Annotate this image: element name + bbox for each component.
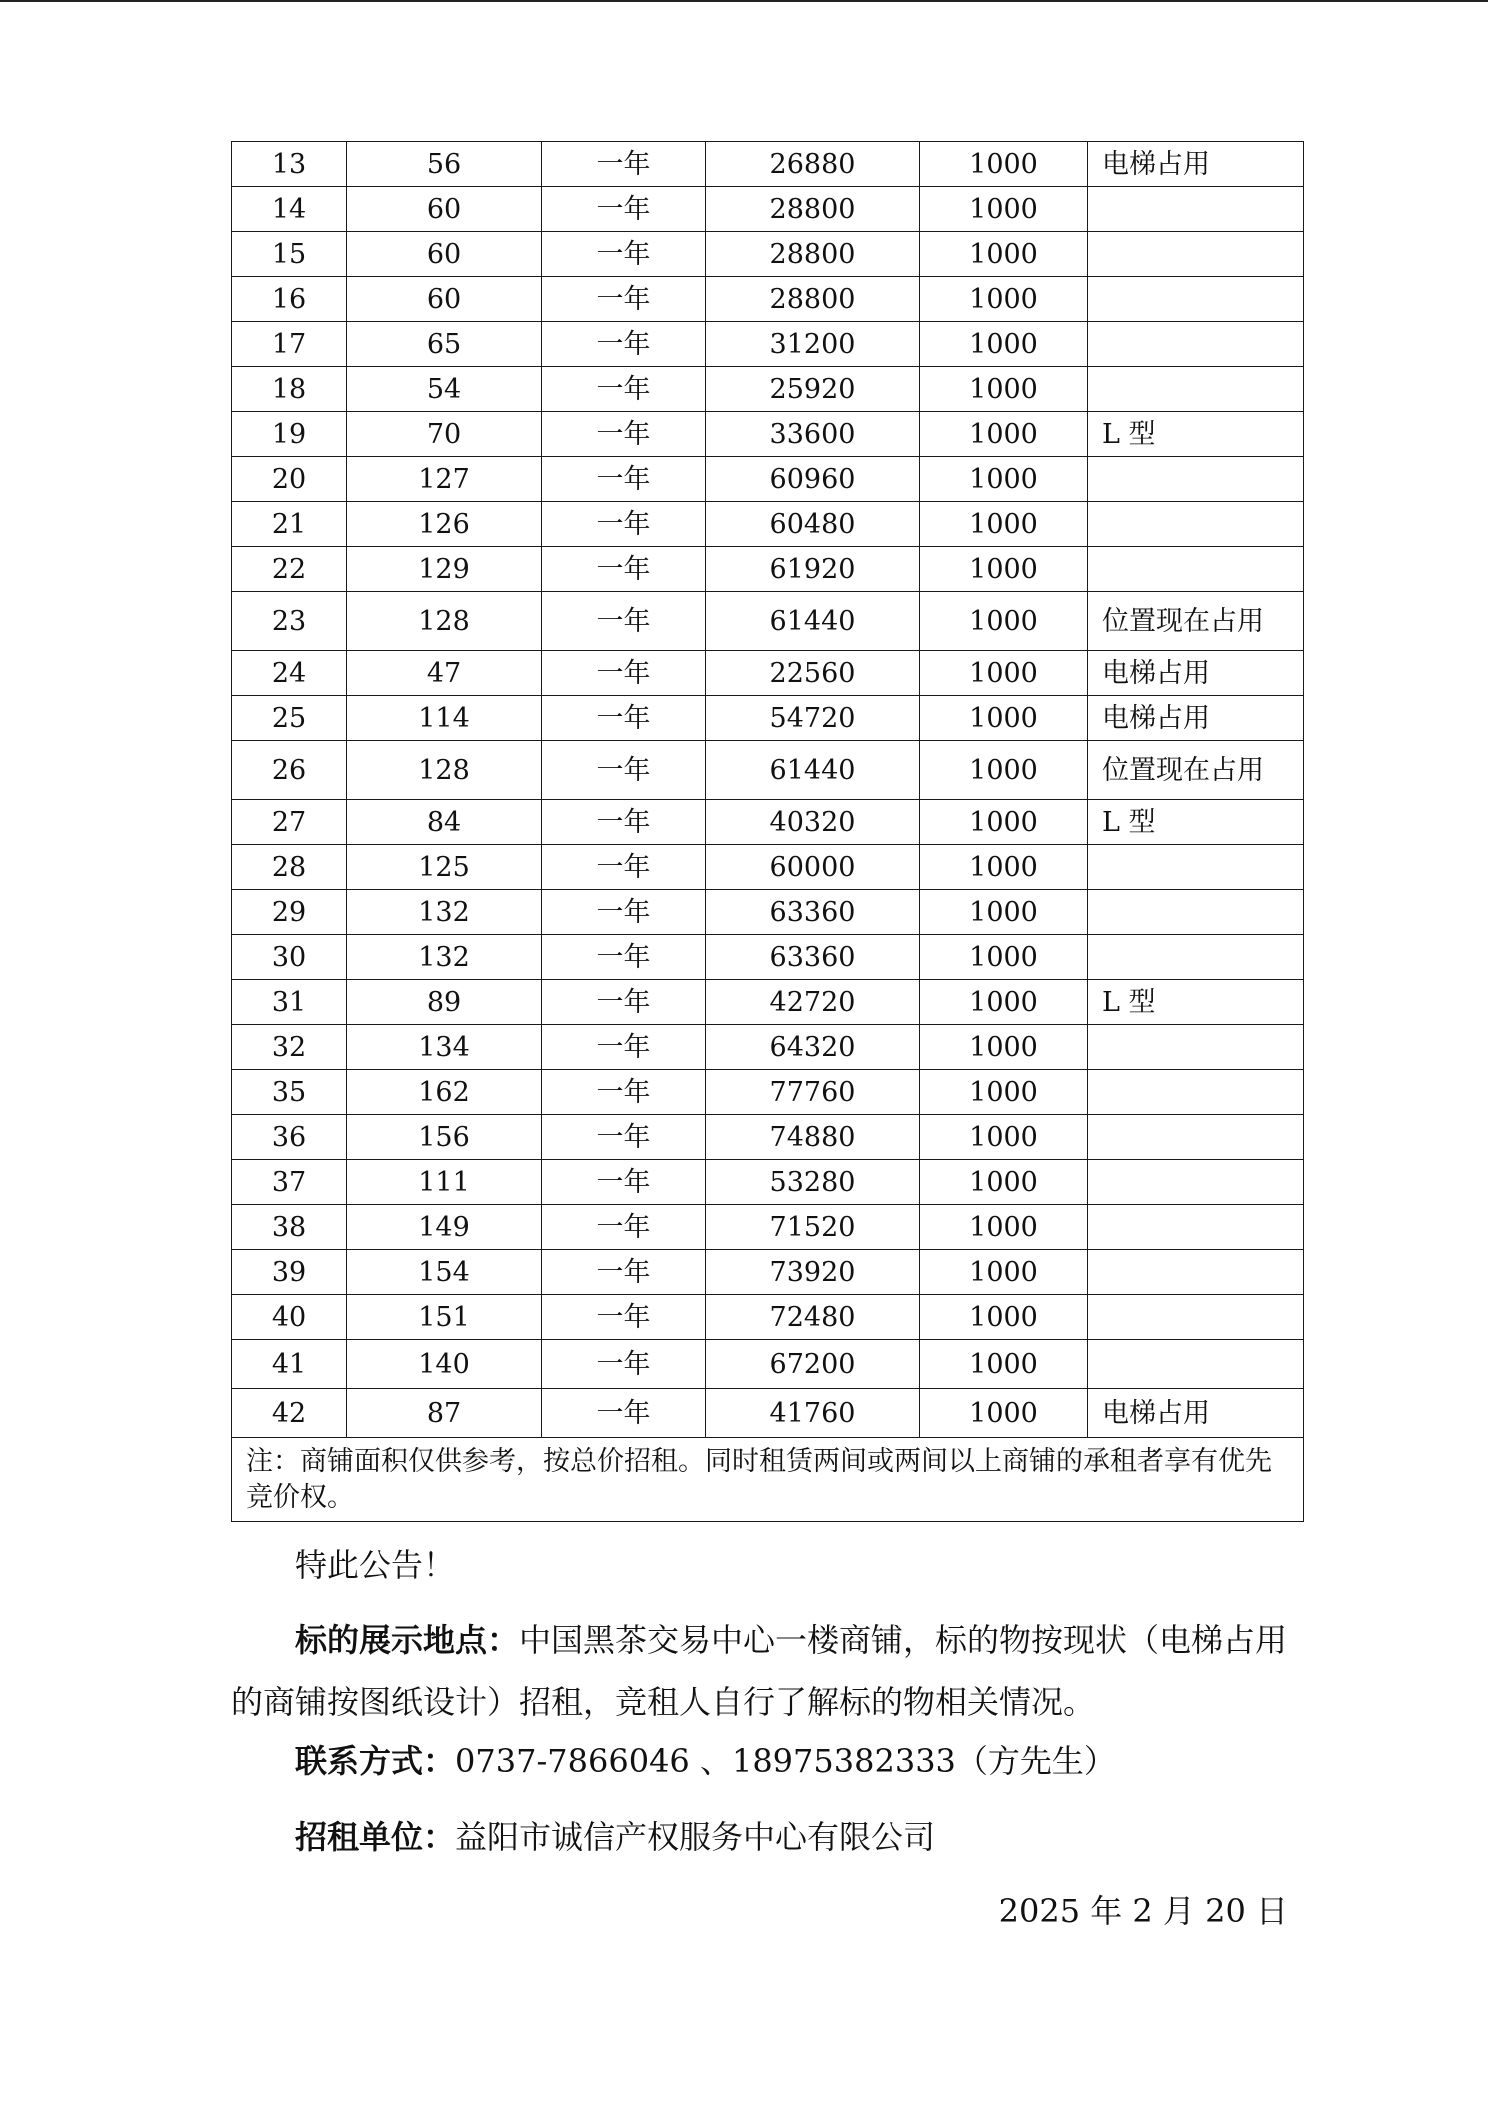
bid-deposit: 1000: [920, 1389, 1088, 1438]
remark: L 型: [1088, 800, 1304, 845]
contact-text: 0737-7866046 、18975382333（方先生）: [455, 1742, 1116, 1780]
lease-term: 一年: [542, 741, 706, 800]
remark: [1088, 1115, 1304, 1160]
lease-term: 一年: [542, 980, 706, 1025]
lease-term: 一年: [542, 502, 706, 547]
shop-area: 132: [347, 890, 542, 935]
shop-area: 162: [347, 1070, 542, 1115]
table-row: [232, 322, 1304, 367]
bid-deposit: 1000: [920, 412, 1088, 457]
table-row: [232, 800, 1304, 845]
shop-area: 60: [347, 187, 542, 232]
remark: [1088, 277, 1304, 322]
lease-term: 一年: [542, 800, 706, 845]
bid-deposit: 1000: [920, 187, 1088, 232]
remark: 电梯占用: [1088, 651, 1304, 696]
bid-deposit: 1000: [920, 142, 1088, 187]
shop-number: 19: [232, 412, 347, 457]
table-row: [232, 232, 1304, 277]
shop-area: 111: [347, 1160, 542, 1205]
reserve-price: 40320: [706, 800, 920, 845]
remark: [1088, 1160, 1304, 1205]
shop-area: 125: [347, 845, 542, 890]
table-row: [232, 1205, 1304, 1250]
remark: [1088, 845, 1304, 890]
shop-number: 22: [232, 547, 347, 592]
reserve-price: 41760: [706, 1389, 920, 1438]
lease-term: 一年: [542, 1025, 706, 1070]
lease-term: 一年: [542, 277, 706, 322]
reserve-price: 28800: [706, 187, 920, 232]
remark: [1088, 1025, 1304, 1070]
bid-deposit: 1000: [920, 1115, 1088, 1160]
lease-term: 一年: [542, 1250, 706, 1295]
reserve-price: 77760: [706, 1070, 920, 1115]
bid-deposit: 1000: [920, 935, 1088, 980]
shop-area: 129: [347, 547, 542, 592]
remark: [1088, 232, 1304, 277]
contact-paragraph: [231, 1730, 1316, 1792]
reserve-price: 31200: [706, 322, 920, 367]
reserve-price: 22560: [706, 651, 920, 696]
lease-term: 一年: [542, 696, 706, 741]
lease-term: 一年: [542, 592, 706, 651]
reserve-price: 61920: [706, 547, 920, 592]
shop-area: 65: [347, 322, 542, 367]
reserve-price: 71520: [706, 1205, 920, 1250]
shop-number: 25: [232, 696, 347, 741]
table-row: [232, 1250, 1304, 1295]
reserve-price: 33600: [706, 412, 920, 457]
remark: [1088, 547, 1304, 592]
bid-deposit: 1000: [920, 980, 1088, 1025]
shop-area: 149: [347, 1205, 542, 1250]
table-row: [232, 1115, 1304, 1160]
shop-number: 17: [232, 322, 347, 367]
table-row: [232, 547, 1304, 592]
organizer-label: 招租单位：: [295, 1818, 456, 1856]
shop-area: 87: [347, 1389, 542, 1438]
shop-number: 32: [232, 1025, 347, 1070]
shop-number: 36: [232, 1115, 347, 1160]
shop-area: 89: [347, 980, 542, 1025]
shop-number: 39: [232, 1250, 347, 1295]
closing-line: [231, 1534, 1316, 1596]
lease-term: 一年: [542, 845, 706, 890]
table-row: [232, 367, 1304, 412]
shop-number: 13: [232, 142, 347, 187]
shop-number: 42: [232, 1389, 347, 1438]
shop-number: 26: [232, 741, 347, 800]
reserve-price: 60960: [706, 457, 920, 502]
remark: [1088, 1340, 1304, 1389]
bid-deposit: 1000: [920, 890, 1088, 935]
shop-number: 30: [232, 935, 347, 980]
contact-label: 联系方式：: [295, 1742, 456, 1780]
shop-number: 31: [232, 980, 347, 1025]
reserve-price: 53280: [706, 1160, 920, 1205]
reserve-price: 72480: [706, 1295, 920, 1340]
lease-term: 一年: [542, 457, 706, 502]
table-row: [232, 1070, 1304, 1115]
lease-term: 一年: [542, 547, 706, 592]
bid-deposit: 1000: [920, 502, 1088, 547]
remark: L 型: [1088, 980, 1304, 1025]
bid-deposit: 1000: [920, 1025, 1088, 1070]
reserve-price: 60000: [706, 845, 920, 890]
shop-area: 54: [347, 367, 542, 412]
lease-term: 一年: [542, 142, 706, 187]
bid-deposit: 1000: [920, 547, 1088, 592]
table-row: [232, 1389, 1304, 1438]
lease-term: 一年: [542, 1340, 706, 1389]
shop-area: 47: [347, 651, 542, 696]
display-location-label: 标的展示地点：: [295, 1621, 520, 1659]
table-row: [232, 457, 1304, 502]
bid-deposit: 1000: [920, 232, 1088, 277]
table-row: [232, 1340, 1304, 1389]
lease-term: 一年: [542, 367, 706, 412]
shop-area: 127: [347, 457, 542, 502]
bid-deposit: 1000: [920, 800, 1088, 845]
display-location-text: 中国黑茶交易中心一楼商铺，标的物按现状（电梯占用的商铺按图纸设计）招租，竞租人自行了解标的物相关情况。: [231, 1621, 1288, 1721]
bid-deposit: 1000: [920, 651, 1088, 696]
reserve-price: 54720: [706, 696, 920, 741]
shop-area: 84: [347, 800, 542, 845]
reserve-price: 26880: [706, 142, 920, 187]
shop-area: 56: [347, 142, 542, 187]
shop-area: 154: [347, 1250, 542, 1295]
shop-area: 140: [347, 1340, 542, 1389]
remark: [1088, 1205, 1304, 1250]
remark: 位置现在占用: [1088, 741, 1304, 800]
table-row: [232, 696, 1304, 741]
table-row: [232, 935, 1304, 980]
shop-area: 114: [347, 696, 542, 741]
lease-term: 一年: [542, 1205, 706, 1250]
shop-number: 18: [232, 367, 347, 412]
bid-deposit: 1000: [920, 845, 1088, 890]
shop-number: 24: [232, 651, 347, 696]
table-row: [232, 890, 1304, 935]
table-footnote: 注：商铺面积仅供参考，按总价招租。同时租赁两间或两间以上商铺的承租者享有优先竞价权。: [232, 1438, 1304, 1522]
bid-deposit: 1000: [920, 1340, 1088, 1389]
shop-area: 60: [347, 277, 542, 322]
reserve-price: 67200: [706, 1340, 920, 1389]
shop-number: 16: [232, 277, 347, 322]
shop-area: 128: [347, 592, 542, 651]
lease-term: 一年: [542, 1389, 706, 1438]
remark: [1088, 502, 1304, 547]
table-row: [232, 412, 1304, 457]
table-row: [232, 277, 1304, 322]
closing-text: 特此公告！: [295, 1546, 456, 1584]
organizer-paragraph: [231, 1806, 1316, 1868]
reserve-price: 60480: [706, 502, 920, 547]
reserve-price: 63360: [706, 890, 920, 935]
bid-deposit: 1000: [920, 1295, 1088, 1340]
remark: 电梯占用: [1088, 696, 1304, 741]
remark: L 型: [1088, 412, 1304, 457]
table-footnote-row: [232, 1438, 1304, 1522]
shop-number: 28: [232, 845, 347, 890]
shop-number: 41: [232, 1340, 347, 1389]
shop-number: 38: [232, 1205, 347, 1250]
shop-area: 156: [347, 1115, 542, 1160]
lease-term: 一年: [542, 322, 706, 367]
lease-term: 一年: [542, 651, 706, 696]
remark: [1088, 367, 1304, 412]
shop-listing-table: [231, 141, 1304, 1522]
bid-deposit: 1000: [920, 1205, 1088, 1250]
reserve-price: 73920: [706, 1250, 920, 1295]
remark: 位置现在占用: [1088, 592, 1304, 651]
shop-number: 27: [232, 800, 347, 845]
bid-deposit: 1000: [920, 322, 1088, 367]
reserve-price: 61440: [706, 592, 920, 651]
table-body: [232, 142, 1304, 1522]
bid-deposit: 1000: [920, 1070, 1088, 1115]
table-row: [232, 1295, 1304, 1340]
lease-term: 一年: [542, 935, 706, 980]
shop-number: 20: [232, 457, 347, 502]
announcement-date: 2025 年 2 月 20 日: [998, 1892, 1288, 1930]
shop-number: 37: [232, 1160, 347, 1205]
shop-area: 126: [347, 502, 542, 547]
table-row: [232, 502, 1304, 547]
bid-deposit: 1000: [920, 277, 1088, 322]
shop-number: 15: [232, 232, 347, 277]
shop-area: 70: [347, 412, 542, 457]
shop-number: 23: [232, 592, 347, 651]
bid-deposit: 1000: [920, 1250, 1088, 1295]
reserve-price: 61440: [706, 741, 920, 800]
page-top-border: [0, 0, 1488, 2]
reserve-price: 74880: [706, 1115, 920, 1160]
lease-term: 一年: [542, 232, 706, 277]
table-row: [232, 980, 1304, 1025]
shop-area: 132: [347, 935, 542, 980]
shop-area: 151: [347, 1295, 542, 1340]
display-location-paragraph: [231, 1609, 1316, 1733]
lease-term: 一年: [542, 1295, 706, 1340]
remark: 电梯占用: [1088, 142, 1304, 187]
reserve-price: 28800: [706, 277, 920, 322]
reserve-price: 63360: [706, 935, 920, 980]
remark: 电梯占用: [1088, 1389, 1304, 1438]
lease-term: 一年: [542, 1070, 706, 1115]
shop-number: 40: [232, 1295, 347, 1340]
bid-deposit: 1000: [920, 696, 1088, 741]
remark: [1088, 187, 1304, 232]
lease-term: 一年: [542, 1115, 706, 1160]
shop-area: 134: [347, 1025, 542, 1070]
remark: [1088, 457, 1304, 502]
organizer-text: 益阳市诚信产权服务中心有限公司: [455, 1818, 936, 1856]
table-row: [232, 741, 1304, 800]
bid-deposit: 1000: [920, 457, 1088, 502]
remark: [1088, 890, 1304, 935]
bid-deposit: 1000: [920, 592, 1088, 651]
shop-area: 128: [347, 741, 542, 800]
bid-deposit: 1000: [920, 1160, 1088, 1205]
remark: [1088, 935, 1304, 980]
lease-term: 一年: [542, 1160, 706, 1205]
reserve-price: 25920: [706, 367, 920, 412]
table-row: [232, 142, 1304, 187]
table-row: [232, 845, 1304, 890]
bid-deposit: 1000: [920, 367, 1088, 412]
shop-number: 35: [232, 1070, 347, 1115]
bid-deposit: 1000: [920, 741, 1088, 800]
shop-number: 21: [232, 502, 347, 547]
table-row: [232, 1025, 1304, 1070]
shop-area: 60: [347, 232, 542, 277]
lease-term: 一年: [542, 412, 706, 457]
table-row: [232, 592, 1304, 651]
remark: [1088, 1070, 1304, 1115]
table-row: [232, 651, 1304, 696]
remark: [1088, 1250, 1304, 1295]
reserve-price: 64320: [706, 1025, 920, 1070]
reserve-price: 42720: [706, 980, 920, 1025]
remark: [1088, 1295, 1304, 1340]
table-row: [232, 187, 1304, 232]
reserve-price: 28800: [706, 232, 920, 277]
shop-number: 29: [232, 890, 347, 935]
table-row: [232, 1160, 1304, 1205]
lease-term: 一年: [542, 187, 706, 232]
shop-number: 14: [232, 187, 347, 232]
remark: [1088, 322, 1304, 367]
lease-term: 一年: [542, 890, 706, 935]
